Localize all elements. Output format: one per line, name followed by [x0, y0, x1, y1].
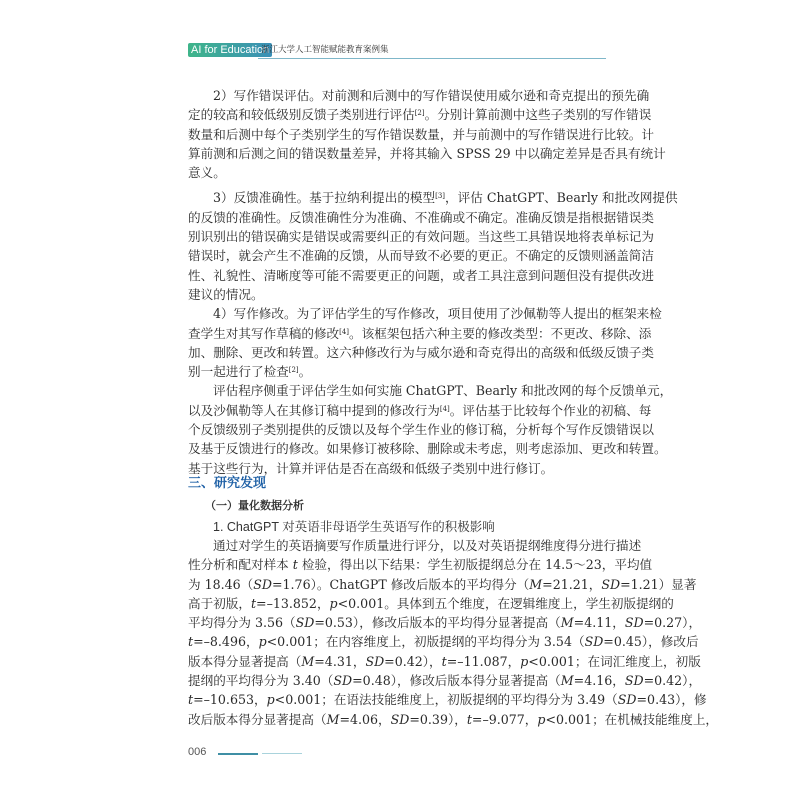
text-line: 加、删除、更改和转置。这六种修改行为与威尔逊和奇克得出的高级和低级反馈子类: [188, 344, 654, 360]
text-line: 改后版本得分显著提高（M=4.06，SD=0.39），t=–9.077，p<0.001；在机械技能维度上，: [188, 711, 719, 727]
text-line: 别识别出的错误确实是错误或需要纠正的有效问题。当这些工具错误地将表单标记为: [188, 229, 654, 245]
text-line: 提纲的平均得分为 3.40（SD=0.48），修改后版本得分显著提高（M=4.16，SD=0.42），: [188, 673, 702, 689]
paragraph: [188, 536, 719, 729]
paragraph: [188, 304, 662, 381]
text-line: 性分析和配对样本 t 检验，得出以下结果：学生初版提纲总分在 14.5～23，平均值: [188, 557, 653, 573]
header-rule: [258, 58, 606, 59]
series-badge: AI for Education: [188, 43, 272, 57]
paragraph: [188, 86, 666, 182]
paragraph: [188, 188, 678, 304]
text-line: 版本得分显著提高（M=4.31，SD=0.42），t=–11.087，p<0.001；在词汇维度上，初版: [188, 653, 701, 669]
text-line: 的反馈的准确性。反馈准确性分为准确、不准确或不确定。准确反馈是指根据错误类: [188, 209, 654, 225]
text-line: 查学生对其写作草稿的修改[4]。该框架包括六种主要的修改类型：不更改、移除、添: [188, 325, 652, 341]
footer-rule-dark: [218, 753, 258, 755]
page-number: 006: [188, 746, 207, 758]
text-line: 通过对学生的英语摘要写作质量进行评分，以及对英语提纲维度得分进行描述: [213, 538, 642, 553]
subsection-heading: （一）量化数据分析: [205, 499, 304, 512]
text-line: 建议的情况。: [188, 286, 264, 302]
footer-rule-light: [262, 753, 302, 754]
body-text-top: [188, 86, 678, 478]
text-line: 个反馈级别子类别提供的反馈以及每个学生作业的修订稿，分析每个写作反馈错误以: [188, 422, 654, 438]
text-line: 4）写作修改。为了评估学生的写作修改，项目使用了沙佩勒等人提出的框架来检: [213, 306, 662, 322]
text-line: 意义。: [188, 165, 226, 181]
text-line: t=–10.653，p<0.001；在语法技能维度上，初版提纲的平均得分为 3.49（SD=0.43），修: [188, 692, 707, 708]
text-line: t=–8.496，p<0.001；在内容维度上，初版提纲的平均得分为 3.54（SD=0.45），修改后: [188, 634, 699, 650]
text-line: 及基于反馈进行的修改。如果修订被移除、删除或未考虑，则考虑添加、更改和转置。: [188, 441, 667, 457]
text-line: 性、礼貌性、清晰度等可能不需要更正的问题，或者工具注意到问题但没有提供改进: [188, 267, 654, 283]
text-line: 定的较高和较低级别反馈子类别进行评估[2]。分别计算前测中这些子类别的写作错误: [188, 107, 652, 123]
text-line: 以及沙佩勒等人在其修订稿中提到的修改行为[4]。评估基于比较每个作业的初稿、每: [188, 402, 652, 418]
text-line: 高于初版，t=–13.852，p<0.001。具体到五个维度，在逻辑维度上，学生初版提纲的: [188, 595, 674, 611]
text-line: 2）写作错误评估。对前测和后测中的写作错误使用威尔逊和奇克提出的预先确: [213, 88, 650, 103]
body-text-bottom: [188, 536, 719, 729]
text-line: 平均得分为 3.56（SD=0.53），修改后版本的平均得分显著提高（M=4.11，SD=0.27），: [188, 615, 702, 631]
book-title: 浙江大学人工智能赋能教育案例集: [261, 45, 389, 55]
text-line: 算前测和后测之间的错误数量差异，并将其输入 SPSS 29 中以确定差异是否具有统计: [188, 145, 666, 161]
text-line: 为 18.46（SD=1.76）。ChatGPT 修改后版本的平均得分（M=21.21，SD=1.21）显著: [188, 576, 697, 592]
section-heading: 三、研究发现: [188, 476, 267, 491]
text-line: 错误时，就会产生不准确的反馈，从而导致不必要的更正。不确定的反馈则涵盖简洁: [188, 248, 654, 264]
text-line: 3）反馈准确性。基于拉纳利提出的模型[3]，评估 ChatGPT、Bearly 和批改网提供: [213, 190, 678, 206]
subsubsection-heading: 1. ChatGPT 对英语非母语学生英语写作的积极影响: [213, 520, 495, 534]
text-line: 评估程序侧重于评估学生如何实施 ChatGPT、Bearly 和批改网的每个反馈单元，: [213, 383, 673, 399]
text-line: 基于这些行为，计算并评估是否在高级和低级子类别中进行修订。: [188, 460, 554, 476]
paragraph: [188, 381, 673, 477]
text-line: 别一起进行了检查[2]。: [188, 364, 312, 380]
running-header: [188, 43, 606, 59]
text-line: 数量和后测中每个子类别学生的写作错误数量，并与前测中的写作错误进行比较。计: [188, 126, 654, 142]
